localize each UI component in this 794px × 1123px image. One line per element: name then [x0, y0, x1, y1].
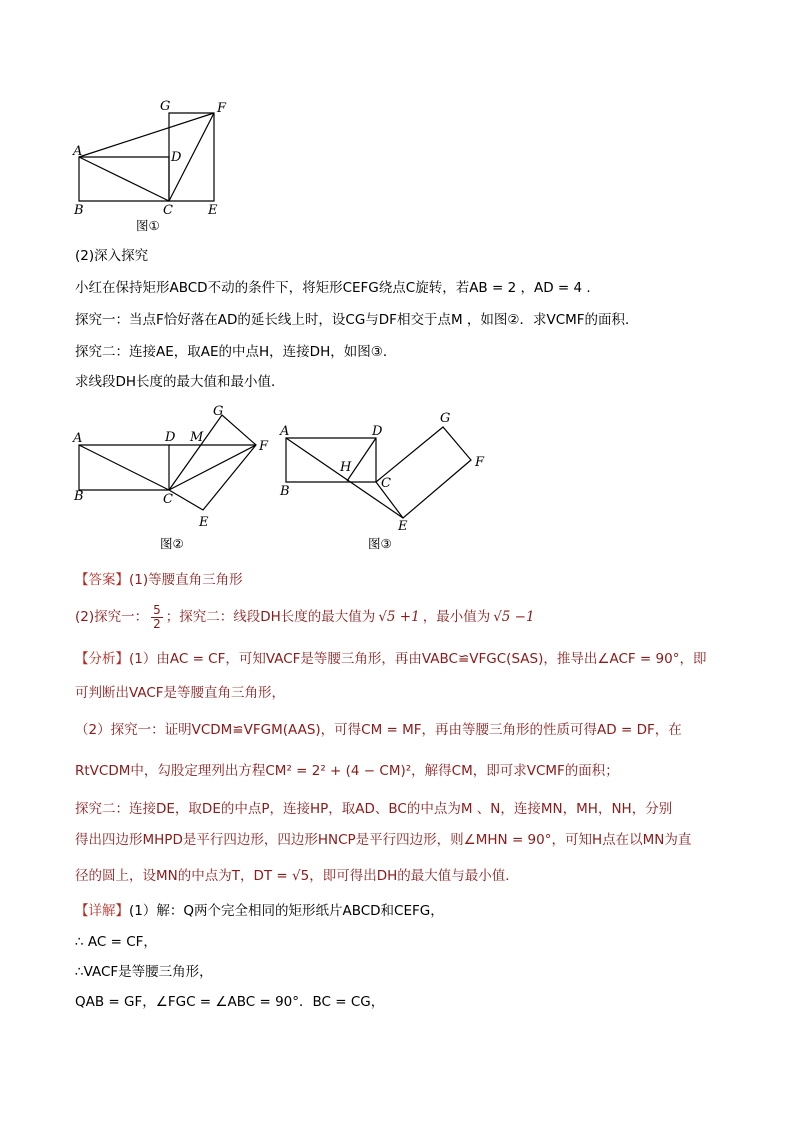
analysis-line-2: 可判断出VACF是等腰直角三角形，: [75, 685, 286, 701]
segment-ac: [79, 445, 169, 490]
label-c: C: [163, 203, 173, 218]
figure-1: [60, 95, 240, 235]
label-f: F: [475, 455, 485, 470]
rect-cefg: [169, 415, 256, 510]
figure-3: [275, 400, 505, 555]
min-value: √5 −1: [493, 609, 535, 625]
label-a: A: [280, 424, 290, 439]
analysis-line-3: （2）探究一：证明VCDM≌VFGM(AAS)，可得CM = MF，再由等腰三角形的性质可得AD = DF，在: [75, 722, 682, 738]
explore-two: 探究二：连接AE，取AE的中点H，连接DH，如图③．: [75, 344, 397, 360]
answer-line-1: [75, 571, 243, 589]
label-d: D: [165, 430, 176, 445]
label-b: B: [74, 203, 84, 218]
label-e: E: [199, 515, 209, 530]
answer-part-2-prefix: (2)探究一：: [75, 609, 149, 625]
label-b: B: [280, 484, 290, 499]
caption-fig2: 图②: [160, 536, 184, 551]
segment-cf: [169, 445, 256, 490]
analysis-line-4: RtVCDM中，勾股定理列出方程CM² = 2² + (4 − CM)²，解得CM，即可求VCMF的面积；: [75, 763, 619, 779]
label-g: G: [160, 99, 171, 114]
detail-line-2: ∴ AC = CF，: [75, 934, 157, 950]
label-g: G: [213, 404, 224, 419]
analysis-line-1: [75, 650, 706, 668]
answer-tag: 【答案】: [75, 572, 129, 588]
figure-2: [60, 400, 285, 555]
label-e: E: [398, 519, 408, 534]
label-m: M: [190, 430, 204, 445]
label-a: A: [73, 144, 83, 159]
answer-part-1: (1)等腰直角三角形: [129, 572, 243, 588]
question: 求线段DH长度的最大值和最小值．: [75, 374, 285, 390]
answer-line-2: [75, 602, 535, 632]
analysis-line-5: 探究二：连接DE，取DE的中点P，连接HP，取AD、BC的中点为M 、N，连接MN，MH，NH，分别: [75, 801, 673, 817]
analysis-tag: 【分析】: [75, 651, 129, 667]
answer-part-2-mid: ；探究二：线段DH长度的最大值为: [165, 609, 376, 625]
answer-part-2-mid2: ，最小值为: [422, 609, 491, 625]
detail-line-3: ∴VACF是等腰三角形，: [75, 964, 213, 980]
segment-dh: [347, 438, 376, 481]
section-heading: (2)深入探究: [75, 248, 149, 264]
label-f: F: [217, 101, 227, 116]
label-c: C: [381, 476, 391, 491]
label-g: G: [440, 411, 451, 426]
label-b: B: [74, 489, 84, 504]
label-d: D: [171, 150, 182, 165]
detail-text-1: (1）解：Q两个完全相同的矩形纸片ABCD和CEFG，: [129, 903, 444, 919]
label-a: A: [73, 431, 83, 446]
label-d: D: [372, 424, 383, 439]
rect-abcd: [286, 438, 376, 482]
caption-fig1: 图①: [136, 218, 160, 233]
label-c: C: [163, 492, 173, 507]
detail-line-4: QAB = GF，∠FGC = ∠ABC = 90°．BC = CG，: [75, 994, 385, 1010]
caption-fig3: 图③: [368, 536, 392, 551]
analysis-text-1: (1）由AC = CF，可知VACF是等腰三角形，再由VABC≌VFGC(SAS)，推导出∠ACF = 90°，即: [129, 651, 707, 667]
fraction-denominator: 2: [153, 616, 161, 631]
segment-ac: [79, 157, 169, 201]
detail-line-1: [75, 902, 444, 920]
rect-cefg: [376, 427, 471, 518]
problem-statement: 小红在保持矩形ABCD不动的条件下，将矩形CEFG绕点C旋转，若AB = 2 ，AD = 4 .: [75, 280, 591, 296]
detail-tag: 【详解】: [75, 903, 129, 919]
analysis-line-7: 径的圆上，设MN的中点为T，DT = √5，即可得出DH的最大值与最小值．: [75, 868, 519, 884]
max-value: √5 +1: [378, 609, 420, 625]
fraction: [151, 604, 163, 631]
analysis-line-6: 得出四边形MHPD是平行四边形，四边形HNCP是平行四边形，则∠MHN = 90°，可知H点在以MN为直: [75, 832, 692, 848]
explore-one: 探究一：当点F恰好落在AD的延长线上时，设CG与DF相交于点M ，如图②．求VCMF的面积．: [75, 312, 639, 328]
segment-af: [79, 113, 214, 157]
fraction-numerator: 5: [153, 602, 161, 617]
label-f: F: [259, 439, 269, 454]
label-h: H: [340, 460, 352, 475]
label-e: E: [208, 203, 218, 218]
